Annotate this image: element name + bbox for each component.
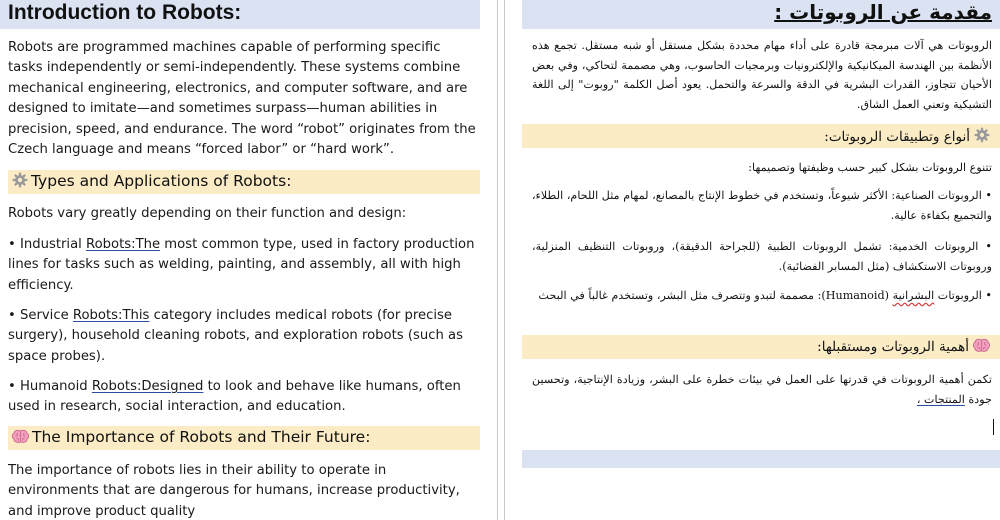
products-link[interactable]: المنتجات ، (916, 392, 965, 406)
list-item-industrial: • Industrial Robots:The most common type, used in factory production lines for tasks such as welding, painting, and assembly, all with high efficiency. (8, 237, 475, 293)
list-item-humanoid: • Humanoid Robots:Designed to look and behave like humans, often used in research, social interaction, and education. (8, 379, 461, 415)
arabic-page (505, 0, 1000, 520)
page-title-arabic: مقدمة عن الروبوتات : (774, 0, 992, 24)
list-item-service: • Service Robots:This category includes medical robots (for precise surgery), household cleaning robots, and exploration robots (such as space probes). (8, 308, 463, 364)
intro-paragraph-arabic: الروبوتات هي آلات مبرمجة قادرة على أداء مهام محددة بشكل مستقل أو شبه مستقل. تجمع هذه الأنظمة بين الهندسة الميكانيكية والإلكترونيات وبرمجيات الحاسوب، وهي مصممة لتحاكي، وفي بعض الأحيان تتجاوز، القدرات البشرية في الدقة والسرعة والتحمل. يعود أصل الكلمة "روبوت" إلى اللغة التشيكية وتعني العمل الشاق. (532, 39, 992, 111)
brain-icon (973, 338, 990, 353)
types-intro: Robots vary greatly depending on their function and design: (8, 206, 407, 221)
page-title (8, 1, 241, 25)
robots-link-service[interactable]: Robots:This (72, 308, 150, 323)
types-heading (12, 172, 291, 190)
robots-link-industrial[interactable]: Robots:The (86, 237, 161, 252)
gear-icon (12, 172, 28, 188)
types-heading-text: Types and Applications of Robots: (31, 172, 292, 190)
types-intro-arabic: تتنوع الروبوتات بشكل كبير حسب وظيفتها وتصميمها: (748, 161, 992, 174)
gear-icon (974, 127, 990, 143)
importance-heading-arabic: أهمية الروبوتات ومستقبلها: (817, 338, 990, 355)
intro-paragraph: Robots are programmed machines capable of performing specific tasks independently or semi-independently. These systems combine mechanical engineering, electronics, and computer software, and are designed to imitate—and sometimes surpass—human abilities in precision, speed, and endurance. The word “robot” originates from the Czech language and means “forced labor” or “hard work”. (8, 40, 476, 158)
importance-paragraph: The importance of robots lies in their ability to operate in environments that are dangerous for humans, increase productivity, and improve product quality (8, 463, 460, 519)
types-heading-arabic: أنواع وتطبيقات الروبوتات: (824, 127, 990, 145)
importance-heading (12, 428, 370, 446)
importance-heading-text: The Importance of Robots and Their Future: (32, 428, 371, 446)
robots-link-humanoid[interactable]: Robots:Designed (91, 379, 204, 394)
importance-paragraph-arabic: تكمن أهمية الروبوتات في قدرتها على العمل في بيئات خطرة على البشر، وزيادة الإنتاجية، وتحسين جودة المنتجات ، (532, 373, 992, 406)
english-page (0, 0, 497, 520)
list-item-service-arabic: • الروبوتات الخدمية: تشمل الروبوتات الطبية (للجراحة الدقيقة)، وروبوتات التنظيف المنزلية، وروبوتات الاستكشاف (مثل المسابر الفضائية). (532, 240, 992, 273)
list-item-industrial-arabic: • الروبوتات الصناعية: الأكثر شيوعاً، وتستخدم في خطوط الإنتاج بالمصانع، لمهام مثل اللحام، الطلاء، والتجميع بكفاءة عالية. (532, 189, 992, 222)
empty-band-arabic (522, 450, 1000, 468)
page-separator (497, 0, 505, 520)
list-item-humanoid-arabic: • الروبوتات البشرانية (Humanoid): مصممة لتبدو وتتصرف مثل البشر، وتستخدم غالباً في البحث (538, 289, 992, 302)
page-title-text: Introduction to Robots: (8, 1, 242, 24)
brain-icon (12, 429, 29, 444)
text-cursor (993, 419, 994, 435)
spellcheck-word: البشرانية (892, 289, 935, 302)
